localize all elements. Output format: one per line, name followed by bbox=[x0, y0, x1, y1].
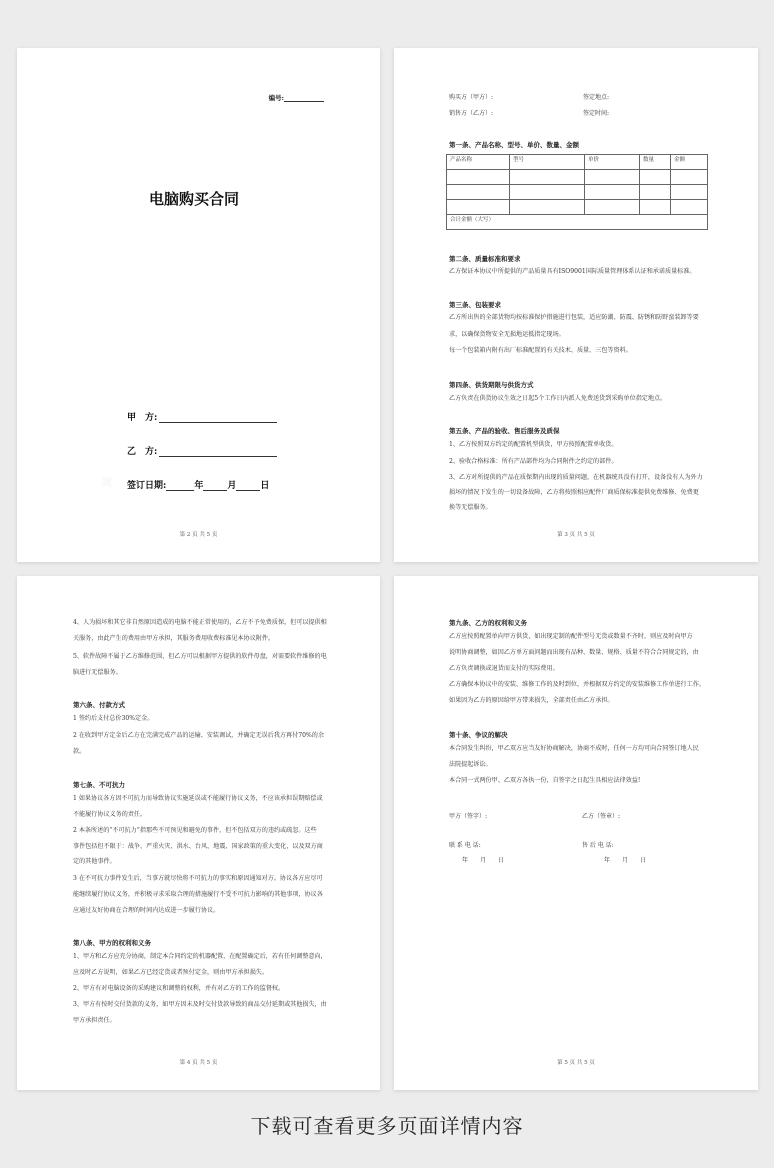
party-a-signature-label: 甲方（签字）: bbox=[449, 813, 488, 820]
table-row bbox=[447, 185, 708, 200]
sign-date-line: 签订日期: 年 月 日 bbox=[127, 481, 270, 491]
party-a-line: 甲 方: bbox=[127, 410, 277, 423]
section-9-text-5: 如果因为乙方的原因给甲方带来损失，全部责任由乙方承担。 bbox=[449, 697, 614, 704]
section-5-text-2: 2、验收合格标准：所有产品部件均为合同附件之约定的部件。 bbox=[449, 458, 618, 465]
section-2-heading: 第二条、质量标准和要求 bbox=[449, 255, 521, 263]
clause-4-text-2: 关服务，由此产生的费用由甲方承担，其服务费用收费标准见本协议附件。 bbox=[73, 635, 275, 642]
contract-page-5 bbox=[394, 576, 758, 1090]
section-7-text-7: 能继续履行协议义务，并积极寻求采取合理的措施履行不受不可抗力影响的其他事项，协议各 bbox=[73, 891, 323, 898]
section-1-heading: 第一条、产品名称、型号、单价、数量、金额 bbox=[449, 141, 579, 149]
contact-phone-label: 联 系 电 话: bbox=[449, 842, 481, 849]
section-10-text-1: 本合同发生纠纷，甲乙双方应当友好协商解决，协商不成时，任何一方均可向合同签订地人民 bbox=[449, 745, 699, 752]
section-8-text-5: 甲方承担责任。 bbox=[73, 1017, 116, 1024]
section-9-text-1: 乙方应按照配置单向甲方供货，如出现定制的配件型号无货或数量不齐时，则应及时向甲方 bbox=[449, 633, 693, 640]
section-3-text-1: 乙方所出售的全部货物均按标准保护措施进行包装，适应防潮、防震、防锈和防野蛮装卸等要 bbox=[449, 314, 699, 321]
table-total-row bbox=[447, 215, 708, 230]
table-header-cell: 单价 bbox=[585, 155, 640, 170]
section-7-text-3: 2 本条所述的“不可抗力”指那些不可预见和避免的事件，但不包括双方的违约或疏忽。这些 bbox=[73, 827, 317, 834]
table-header-cell: 型号 bbox=[510, 155, 585, 170]
section-8-text-2: 应及时乙方说明，如果乙方已经定货或者预付定金，则由甲方承担损失。 bbox=[73, 969, 268, 976]
section-7-heading: 第七条、不可抗力 bbox=[73, 781, 125, 789]
section-7-text-4: 事件包括但不限于：战争、严重火灾、洪水、台风、地震、国家政策的重大变化，以及双方商 bbox=[73, 843, 323, 850]
party-b-signature-label: 乙方（签章）: bbox=[582, 813, 621, 820]
contract-page-3 bbox=[394, 48, 758, 562]
page-footer: 第 4 页 共 5 页 bbox=[179, 1060, 218, 1066]
section-6-text-1: 1 签约后支付总价30%定金。 bbox=[73, 715, 154, 722]
section-6-text-2: 2 在收到甲方定金后乙方在完满完成产品的运输、安装调试，并确定无误后我方再付70%的余 bbox=[73, 732, 324, 739]
table-row bbox=[447, 170, 708, 185]
section-6-heading: 第六条、付款方式 bbox=[73, 701, 125, 709]
clause-5-text-1: 5、软件故障不属于乙方维修范围，但乙方可以根据甲方提供的软件母盘，对需要软件维修的电 bbox=[73, 653, 327, 660]
section-8-text-4: 3、甲方有按时交付货款的义务，如甲方因未及时交付货款导致的商品交付延期或其他损失，由 bbox=[73, 1001, 327, 1008]
section-7-text-6: 3 在不可抗力事件发生后，当事方就尽快将不可抗力的事实和原因通知对方。协议各方应尽可 bbox=[73, 875, 323, 882]
download-caption: 下载可查看更多页面详情内容 bbox=[250, 1114, 524, 1138]
contract-number: 编号: bbox=[269, 93, 324, 102]
section-7-text-8: 应通过友好协商在合理的时间内达成进一步履行协议。 bbox=[73, 907, 220, 914]
table-header-cell: 金额 bbox=[671, 155, 708, 170]
sign-time-label: 签定时间: bbox=[583, 110, 610, 117]
section-3-text-3: 每一个包装箱内附有出厂标准配置的有关技术、质量、三包等资料。 bbox=[449, 347, 632, 354]
section-9-text-4: 乙方确保本协议中的安装、维修工作的及时到位，并根据双方约定的安装维修工作单进行工作。 bbox=[449, 681, 705, 688]
cover-page bbox=[17, 48, 380, 562]
section-10-text-2: 法院提起诉讼。 bbox=[449, 761, 492, 768]
section-10-text-3: 本合同一式两份甲、乙双方各执一份，自签字之日起生具相应法律效益! bbox=[449, 777, 641, 784]
section-5-text-4: 损坏的情况下发生的一切设备故障，乙方将按照相应配件厂商质保标准提供免费维修、免费更 bbox=[449, 489, 699, 496]
watermark bbox=[90, 465, 126, 502]
section-10-heading: 第十条、争议的解决 bbox=[449, 731, 508, 739]
page-footer: 第 3 页 共 5 页 bbox=[557, 532, 595, 538]
section-7-text-5: 定的其他事件。 bbox=[73, 858, 116, 865]
section-7-text-1: 1 如果协议各方因不可抗力而导致协议实施延误或不能履行协议义务，不应该承担误期赔偿或 bbox=[73, 795, 323, 802]
section-8-heading: 第八条、甲方的权利和义务 bbox=[73, 939, 151, 947]
table-header-cell: 数量 bbox=[640, 155, 671, 170]
section-7-text-2: 不能履行协议义务的责任。 bbox=[73, 811, 147, 818]
section-5-text-1: 1、乙方按照双方约定的配置机型供货，甲方按照配置单收货。 bbox=[449, 441, 618, 448]
section-3-text-2: 求，以确保货物安全无损地运抵指定现场。 bbox=[449, 331, 565, 338]
section-3-heading: 第三条、包装要求 bbox=[449, 301, 501, 309]
party-b-line: 乙 方: bbox=[127, 444, 277, 457]
section-9-text-2: 说明协商调整，如因乙方单方面问题而出现有品种、数量、规格、质量不符合合同规定的，由 bbox=[449, 649, 699, 656]
section-2-text: 乙方保证本协议中所提供的产品质量具有ISO9001国际质量管理体系认证和承诺质量标准。 bbox=[449, 268, 696, 275]
contract-page-4 bbox=[17, 576, 380, 1090]
party-b-date: 年 月 日 bbox=[604, 857, 647, 864]
section-9-text-3: 乙方负责调换或退货而支付的实际费用。 bbox=[449, 665, 559, 672]
sign-place-label: 签定地点: bbox=[583, 94, 610, 101]
after-sales-phone-label: 售 后 电 话: bbox=[582, 842, 614, 849]
section-4-heading: 第四条、供货期限与供货方式 bbox=[449, 381, 534, 389]
section-5-heading: 第五条、产品的验收、售后服务及质保 bbox=[449, 427, 560, 435]
page-footer: 第 5 页 共 5 页 bbox=[557, 1060, 595, 1066]
table-total-label: 合计金额（大写） bbox=[447, 215, 708, 230]
section-5-text-5: 换等无偿服务。 bbox=[449, 504, 492, 511]
section-4-text: 乙方负责在供货协议生效之日起5个工作日内派人免费送货到采购单位指定地点。 bbox=[449, 395, 667, 402]
section-6-text-3: 款。 bbox=[73, 748, 86, 755]
section-8-text-3: 2、甲方有对电脑设备的采购建议和调整的权利，并有对乙方的工作的监督权。 bbox=[73, 985, 285, 992]
buyer-label: 购买方（甲方）: bbox=[449, 94, 494, 101]
clause-4-text-1: 4、人为损坏和其它非自然原因造成的电脑不能正常使用的，乙方不予免费质保，但可以提供相 bbox=[73, 619, 327, 626]
table-header-cell: 产品名称 bbox=[447, 155, 510, 170]
seller-label: 销售方（乙方）: bbox=[449, 110, 494, 117]
party-a-date: 年 月 日 bbox=[462, 857, 505, 864]
section-9-heading: 第九条、乙方的权利和义务 bbox=[449, 619, 527, 627]
product-table bbox=[446, 154, 708, 230]
contract-title: 电脑购买合同 bbox=[149, 190, 240, 208]
page-footer: 第 2 页 共 5 页 bbox=[179, 532, 218, 538]
table-header-row bbox=[447, 155, 708, 170]
clause-5-text-2: 脑进行无偿服务。 bbox=[73, 669, 122, 676]
section-5-text-3: 3、乙方对所提供的产品在质保期内出现的质量问题，在机器统具没有打开，设备没有人为外力 bbox=[449, 474, 703, 481]
table-row bbox=[447, 200, 708, 215]
section-8-text-1: 1、甲方和乙方应充分协商，制定本合同约定的机器配置，在配置确定后，若有任何调整意向， bbox=[73, 953, 327, 960]
